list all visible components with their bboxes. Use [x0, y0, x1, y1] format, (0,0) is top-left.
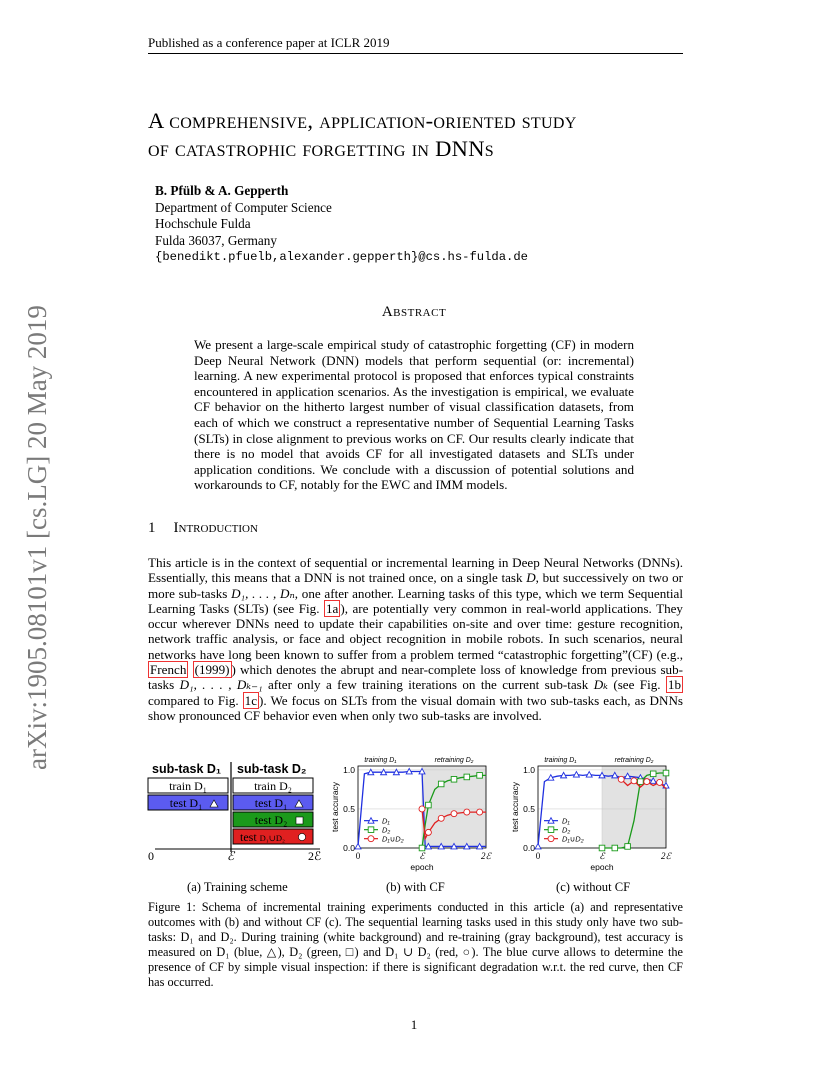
- figure-ref-1a[interactable]: 1a: [325, 600, 339, 616]
- y-tick-label: 0.0: [343, 843, 355, 853]
- intro-text: compared to Fig.: [148, 692, 243, 708]
- square-marker: [638, 779, 644, 785]
- triangle-marker: [355, 843, 361, 849]
- math-task: D: [526, 570, 536, 586]
- x-tick-label: ℰ: [599, 851, 605, 861]
- y-axis-label: test accuracy: [510, 781, 520, 833]
- intro-text: , one after another. Learning tasks of this type, which we term Sequential Learning Tasks (SLTs) (see Fig.: [148, 585, 683, 616]
- legend-label: D₁∪D₂: [382, 834, 404, 844]
- intro-text: ) which denotes the abrupt and near-complete loss of knowledge from previous sub-tasks: [148, 662, 683, 693]
- y-axis-label: test accuracy: [330, 781, 340, 833]
- x-axis-label: epoch: [590, 862, 614, 872]
- y-tick-label: 0.5: [523, 803, 535, 814]
- retraining-label: retraining D₂: [434, 757, 474, 764]
- title-line-2: of catastrophic forgetting in DNNs: [148, 136, 494, 161]
- running-header: Published as a conference paper at ICLR 2019: [148, 35, 390, 50]
- section-heading: [148, 520, 258, 537]
- x-tick-label: 0: [535, 851, 541, 861]
- square-marker: [663, 770, 669, 776]
- scheme-col2-title: sub-task D₂: [237, 762, 307, 776]
- training-label: training D₁: [544, 757, 577, 764]
- x-tick-label: ℰ: [419, 851, 425, 861]
- circle-marker: [451, 811, 457, 817]
- intro-text: ), are potentially very common in real-world applications. They occur wherever DNNs need to update their capabilities on-site and over time: gesture recognition, network traffic analysis, or face and object recognition in mobile robots. In such scenarios, neural networks have long been known to suffer from a problem termed “catastrophic forgetting”(CF) (e.g.,: [148, 600, 683, 662]
- scheme-train1-label: train D₁: [169, 779, 207, 793]
- author-address: Fulda 36037, Germany: [155, 232, 277, 248]
- legend-label: D₁∪D₂: [562, 834, 584, 844]
- scheme-test2-label: test D₂: [254, 813, 288, 827]
- scheme-axis-2e: 2ℰ: [308, 849, 322, 863]
- square-marker: [451, 776, 457, 782]
- legend-label: D₁: [562, 816, 570, 826]
- arxiv-id-text: arXiv:1905.08101v1 [cs.LG] 20 May 2019: [22, 305, 52, 770]
- abstract-heading: Abstract: [381, 304, 447, 320]
- legend-label: D₂: [382, 825, 391, 835]
- x-axis-label: epoch: [410, 862, 434, 872]
- scheme-train2-label: train D₂: [254, 779, 292, 793]
- y-tick-label: 0.0: [523, 843, 535, 853]
- circle-marker: [631, 778, 637, 784]
- scheme-col1-title: sub-task D₁: [152, 762, 222, 776]
- square-marker: [548, 827, 554, 833]
- author-department: Department of Computer Science: [155, 199, 332, 215]
- citation-year[interactable]: (1999): [194, 662, 230, 678]
- intro-text: This article is in the context of sequential or incremental learning in Deep Neural Networks (DNNs). Essentially, this means that a DNN is not trained once, on a single task: [148, 555, 683, 586]
- chart-without-cf: [510, 757, 673, 872]
- square-marker: [426, 802, 432, 808]
- author-university: Hochschule Fulda: [155, 216, 251, 231]
- legend-label: D₁: [382, 816, 390, 826]
- circle-marker: [419, 806, 425, 812]
- abstract-body: We present a large-scale empirical study of catastrophic forgetting (CF) in modern Deep Neural Network (DNN) models that perform sequential (or: incremental) learning. A new experimental protocol is proposed that enforces typical constraints encountered in application scenarios. As the investigation is empirical, we evaluate CF behavior on the hitherto largest number of visual classification datasets, from each of which we construct a representative number of Sequential Learning Tasks (SLTs) in close alignment to previous works on CF. Our results clearly indicate that there is no model that avoids CF for all investigated datasets and SLTs under application conditions. We conclude with a discussion of potential solutions and workarounds to CF, notably for the EWC and IMM models.: [194, 337, 634, 493]
- triangle-marker: [535, 843, 541, 849]
- figure-caption: Figure 1: Schema of incremental training experiments conducted in this article (a) and representative outcomes with (b) and without CF (c). The sequential learning tasks used in this study only have two sub-tasks: D₁ and D₂. During training (white background) and re-training (gray background), test accuracy is measured on D₁ (blue, △), D₂ (green, □) and D₁ ∪ D₂ (red, ○). The blue curve allows to determine the presence of CF by simple visual inspection: if there is significant degradation w.r.t. the red curve, then CF has occurred.: [148, 900, 683, 989]
- math-task-sequence: D₁, . . . , Dₙ: [231, 585, 295, 601]
- y-tick-label: 0.5: [343, 803, 355, 814]
- scheme-test3-main: test: [240, 830, 260, 844]
- paper-title: [148, 107, 708, 163]
- math-previous-tasks: D₁, . . . , Dₖ₋₁: [179, 677, 263, 693]
- y-tick-label: 1.0: [523, 764, 535, 775]
- circle-marker: [618, 776, 624, 782]
- author-block: [155, 183, 528, 266]
- x-tick-label: 2ℰ: [661, 851, 671, 861]
- figure-1: [140, 748, 685, 898]
- figure-ref-1c[interactable]: 1c: [244, 692, 258, 708]
- training-label: training D₁: [364, 757, 397, 764]
- circle-marker: [644, 779, 650, 785]
- legend-label: D₂: [562, 825, 571, 835]
- intro-text: after only a few training iterations on the current sub-task: [262, 677, 594, 693]
- y-tick-label: 1.0: [343, 764, 355, 775]
- circle-marker: [438, 815, 444, 821]
- square-marker: [612, 845, 618, 851]
- scheme-test1b-label: test D₁: [254, 796, 288, 810]
- x-tick-label: 2ℰ: [481, 851, 491, 861]
- scheme-axis-e: ℰ: [227, 849, 235, 863]
- arxiv-identifier: [22, 280, 52, 780]
- section-title: Introduction: [173, 520, 258, 536]
- author-email[interactable]: {benedikt.pfuelb,alexander.gepperth}@cs.hs-fulda.de: [155, 250, 528, 264]
- math-current-task: Dₖ: [593, 677, 608, 693]
- circle-marker: [425, 829, 431, 835]
- figure-ref-1b[interactable]: 1b: [667, 677, 682, 693]
- scheme-test3-label: [240, 830, 285, 844]
- x-tick-label: 0: [355, 851, 361, 861]
- chart-with-cf: [330, 757, 493, 872]
- square-marker: [625, 844, 631, 850]
- scheme-test3-sub: D₁∪D₂: [259, 833, 285, 843]
- figure-1-svg: [140, 748, 685, 878]
- circle-marker: [368, 836, 374, 842]
- subcaption-a: (a) Training scheme: [187, 880, 288, 894]
- circle-marker: [548, 836, 554, 842]
- subcaption-b: (b) with CF: [386, 880, 445, 894]
- circle-marker: [477, 809, 483, 815]
- intro-text: (see Fig.: [607, 677, 666, 693]
- square-marker: [368, 827, 374, 833]
- title-line-1: A comprehensive, application-oriented study: [148, 108, 577, 133]
- square-marker: [599, 845, 605, 851]
- square-marker: [650, 771, 656, 777]
- circle-marker: [464, 809, 470, 815]
- scheme-axis-0: 0: [148, 849, 154, 863]
- intro-paragraph: [148, 555, 683, 723]
- scheme-test1-label: test D₁: [169, 796, 203, 810]
- intro-text: , but successively on two or more sub-tasks: [148, 570, 683, 601]
- square-marker: [438, 781, 444, 787]
- intro-text: ). We focus on SLTs from the visual domain with two sub-tasks each, as DNNs show pronounced CF behavior even when only two sub-tasks are involved.: [148, 692, 683, 723]
- square-marker: [464, 774, 470, 780]
- training-scheme: [148, 762, 321, 863]
- circle-icon: [298, 833, 305, 840]
- author-names: B. Pfülb & A. Gepperth: [155, 183, 289, 198]
- subcaption-c: (c) without CF: [556, 880, 631, 894]
- retraining-label: retraining D₂: [614, 757, 654, 764]
- square-icon: [296, 817, 303, 824]
- citation-french[interactable]: French: [150, 662, 187, 678]
- section-number: 1: [148, 520, 156, 536]
- header-rule: [148, 53, 683, 54]
- square-marker: [419, 845, 425, 851]
- circle-marker: [657, 779, 663, 785]
- square-marker: [477, 773, 483, 779]
- page-number: 1: [410, 1017, 418, 1032]
